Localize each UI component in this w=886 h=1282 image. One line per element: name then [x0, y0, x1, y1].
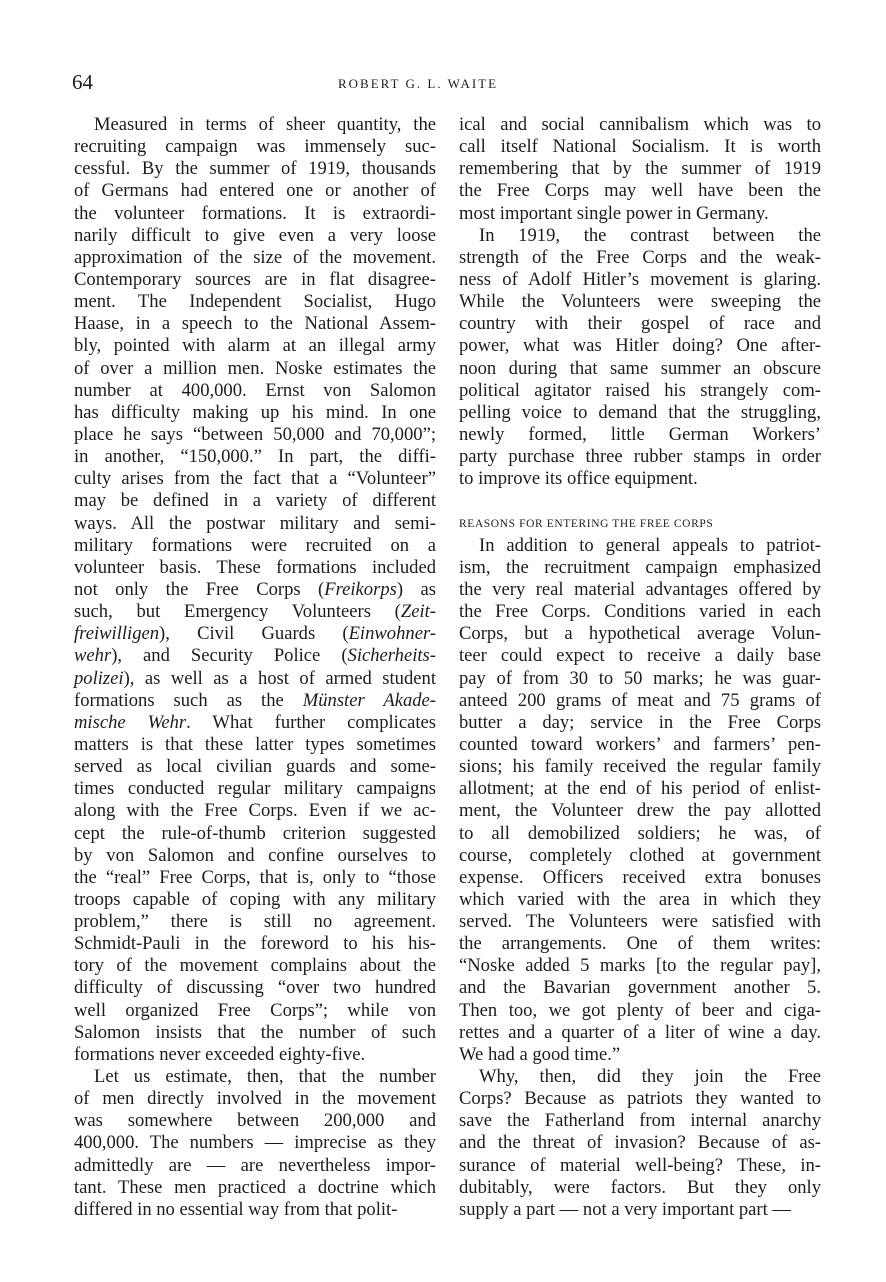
text-line: has difficulty making up his mind. In one [74, 401, 436, 423]
text-line: formations such as the Münster Akade- [74, 689, 436, 711]
text-line: wehr), and Security Police (Sicherheits- [74, 645, 436, 667]
text-line: matters is that these latter types sometimes [74, 733, 436, 755]
text-line: Let us estimate, then, that the number [94, 1066, 436, 1088]
text-line: formations never exceeded eighty-five. [74, 1043, 366, 1065]
text-line: Then too, we got plenty of beer and ciga- [459, 999, 821, 1021]
text-line: supply a part — not a very important part — [459, 1198, 792, 1220]
right-column-top-text [459, 114, 821, 490]
text-line: allotment; at the end of his period of enlist- [459, 778, 821, 800]
text-line: dubitably, were factors. But they only [459, 1176, 821, 1198]
text-line: number at 400,000. Ernst von Salomon [74, 379, 436, 401]
text-line: In 1919, the contrast between the [479, 224, 821, 246]
text-line: party purchase three rubber stamps in order [459, 446, 821, 468]
text-line: the very real material advantages offered by [459, 578, 821, 600]
text-line: teer could expect to receive a daily base [459, 645, 821, 667]
text-line: Corps, but a hypothetical average Volun- [459, 623, 821, 645]
right-column-bottom-text [459, 535, 821, 1221]
right-column [459, 114, 821, 1221]
text-line: expense. Officers received extra bonuses [459, 866, 821, 888]
section-heading: REASONS FOR ENTERING THE FREE CORPS [459, 517, 714, 530]
text-line: Measured in terms of sheer quantity, the [94, 114, 436, 135]
text-line: ment. The Independent Socialist, Hugo [74, 291, 436, 313]
text-line: 400,000. The numbers — imprecise as they [74, 1132, 436, 1154]
text-line: cessful. By the summer of 1919, thousands [74, 158, 436, 180]
text-line: served as local civilian guards and some- [74, 756, 436, 778]
text-line: of Germans had entered one or another of [74, 180, 436, 202]
text-line: save the Fatherland from internal anarchy [459, 1110, 821, 1132]
text-line: volunteer basis. These formations included [74, 556, 436, 578]
text-line: and the Bavarian government another 5. [459, 977, 821, 999]
text-line: country with their gospel of race and [459, 313, 821, 335]
text-line: troops capable of coping with any military [74, 888, 436, 910]
text-line: bly, pointed with alarm at an illegal army [74, 335, 436, 357]
text-line: Why, then, did they join the Free [479, 1066, 821, 1088]
text-line: Schmidt-Pauli in the foreword to his his- [74, 933, 436, 955]
text-line: butter a day; service in the Free Corps [459, 711, 821, 733]
text-line: cept the rule-of-thumb criterion suggested [74, 822, 436, 844]
text-line: approximation of the size of the movement. [74, 246, 436, 268]
text-line: well organized Free Corps”; while von [74, 999, 436, 1021]
text-line: Haase, in a speech to the National Assem- [74, 313, 436, 335]
text-line: problem,” there is still no agreement. [74, 911, 436, 933]
text-line: While the Volunteers were sweeping the [459, 291, 821, 313]
text-line: to improve its office equipment. [459, 468, 698, 490]
text-line: the Free Corps may well have been the [459, 180, 821, 202]
text-line: admittedly are — are nevertheless impor- [74, 1154, 436, 1176]
left-column [74, 114, 436, 1221]
text-line: of over a million men. Noske estimates the [74, 357, 436, 379]
text-line: the arrangements. One of them writes: [459, 933, 821, 955]
text-line: along with the Free Corps. Even if we ac- [74, 800, 436, 822]
text-line: remembering that by the summer of 1919 [459, 158, 821, 180]
text-line: ways. All the postwar military and semi- [74, 512, 436, 534]
text-line: the volunteer formations. It is extraordi- [74, 202, 436, 224]
text-line: mische Wehr. What further complicates [74, 711, 436, 733]
text-line: anteed 200 grams of meat and 75 grams of [459, 689, 821, 711]
text-line: culty arises from the fact that a “Volunteer” [74, 468, 436, 490]
text-line: Salomon insists that the number of such [74, 1021, 436, 1043]
text-line: strength of the Free Corps and the weak- [459, 246, 821, 268]
text-line: to all demobilized soldiers; he was, of [459, 822, 821, 844]
text-line: may be defined in a variety of different [74, 490, 436, 512]
text-line: ness of Adolf Hitler’s movement is glaring. [459, 268, 821, 290]
text-line: pelling voice to demand that the struggling, [459, 401, 821, 423]
text-line: served. The Volunteers were satisfied with [459, 911, 821, 933]
text-line: newly formed, little German Workers’ [459, 423, 821, 445]
text-line: such, but Emergency Volunteers (Zeit- [74, 601, 436, 623]
text-line: tory of the movement complains about the [74, 955, 436, 977]
text-line: of men directly involved in the movement [74, 1088, 436, 1110]
text-line: the “real” Free Corps, that is, only to “those [74, 866, 436, 888]
text-line: by von Salomon and confine ourselves to [74, 844, 436, 866]
text-line: recruiting campaign was immensely suc- [74, 136, 436, 158]
text-line: narily difficult to give even a very loose [74, 224, 436, 246]
page-number: 64 [72, 70, 93, 94]
text-line: was somewhere between 200,000 and [74, 1110, 436, 1132]
text-line: differed in no essential way from that polit- [74, 1198, 398, 1220]
text-line: In addition to general appeals to patriot- [479, 534, 821, 556]
text-line: surance of material well-being? These, in- [459, 1154, 821, 1176]
text-line: difficulty of discussing “over two hundred [74, 977, 436, 999]
text-line: military formations were recruited on a [74, 534, 436, 556]
text-line: ical and social cannibalism which was to [459, 114, 821, 135]
text-line: Corps? Because as patriots they wanted to [459, 1088, 821, 1110]
running-head: ROBERT G. L. WAITE [338, 76, 499, 91]
text-line: “Noske added 5 marks [to the regular pay], [459, 955, 821, 977]
text-line: freiwilligen), Civil Guards (Einwohner- [74, 623, 436, 645]
text-line: political agitator raised his strangely com- [459, 379, 821, 401]
text-line: counted toward workers’ and farmers’ pen- [459, 733, 821, 755]
text-line: times conducted regular military campaigns [74, 778, 436, 800]
text-line: noon during that same summer an obscure [459, 357, 821, 379]
text-line: the Free Corps. Conditions varied in each [459, 601, 821, 623]
text-line: ment, the Volunteer drew the pay allotted [459, 800, 821, 822]
text-line: sions; his family received the regular family [459, 756, 821, 778]
text-line: polizei), as well as a host of armed student [74, 667, 436, 689]
text-line: most important single power in Germany. [459, 202, 769, 224]
text-line: Contemporary sources are in flat disagree- [74, 268, 436, 290]
text-line: and the threat of invasion? Because of as- [459, 1132, 821, 1154]
text-line: call itself National Socialism. It is worth [459, 136, 821, 158]
text-line: rettes and a quarter of a liter of wine a day. [459, 1021, 821, 1043]
text-line: not only the Free Corps (Freikorps) as [74, 578, 436, 600]
text-line: tant. These men practiced a doctrine which [74, 1176, 436, 1198]
text-line: which varied with the area in which they [459, 888, 821, 910]
text-line: We had a good time.” [459, 1043, 621, 1065]
text-line: place he says “between 50,000 and 70,000”; [74, 423, 436, 445]
text-line: power, what was Hitler doing? One after- [459, 335, 821, 357]
text-line: in another, “150,000.” In part, the diffi- [74, 446, 436, 468]
text-line: ism, the recruitment campaign emphasized [459, 556, 821, 578]
text-line: pay of from 30 to 50 marks; he was guar- [459, 667, 821, 689]
text-line: course, completely clothed at government [459, 844, 821, 866]
